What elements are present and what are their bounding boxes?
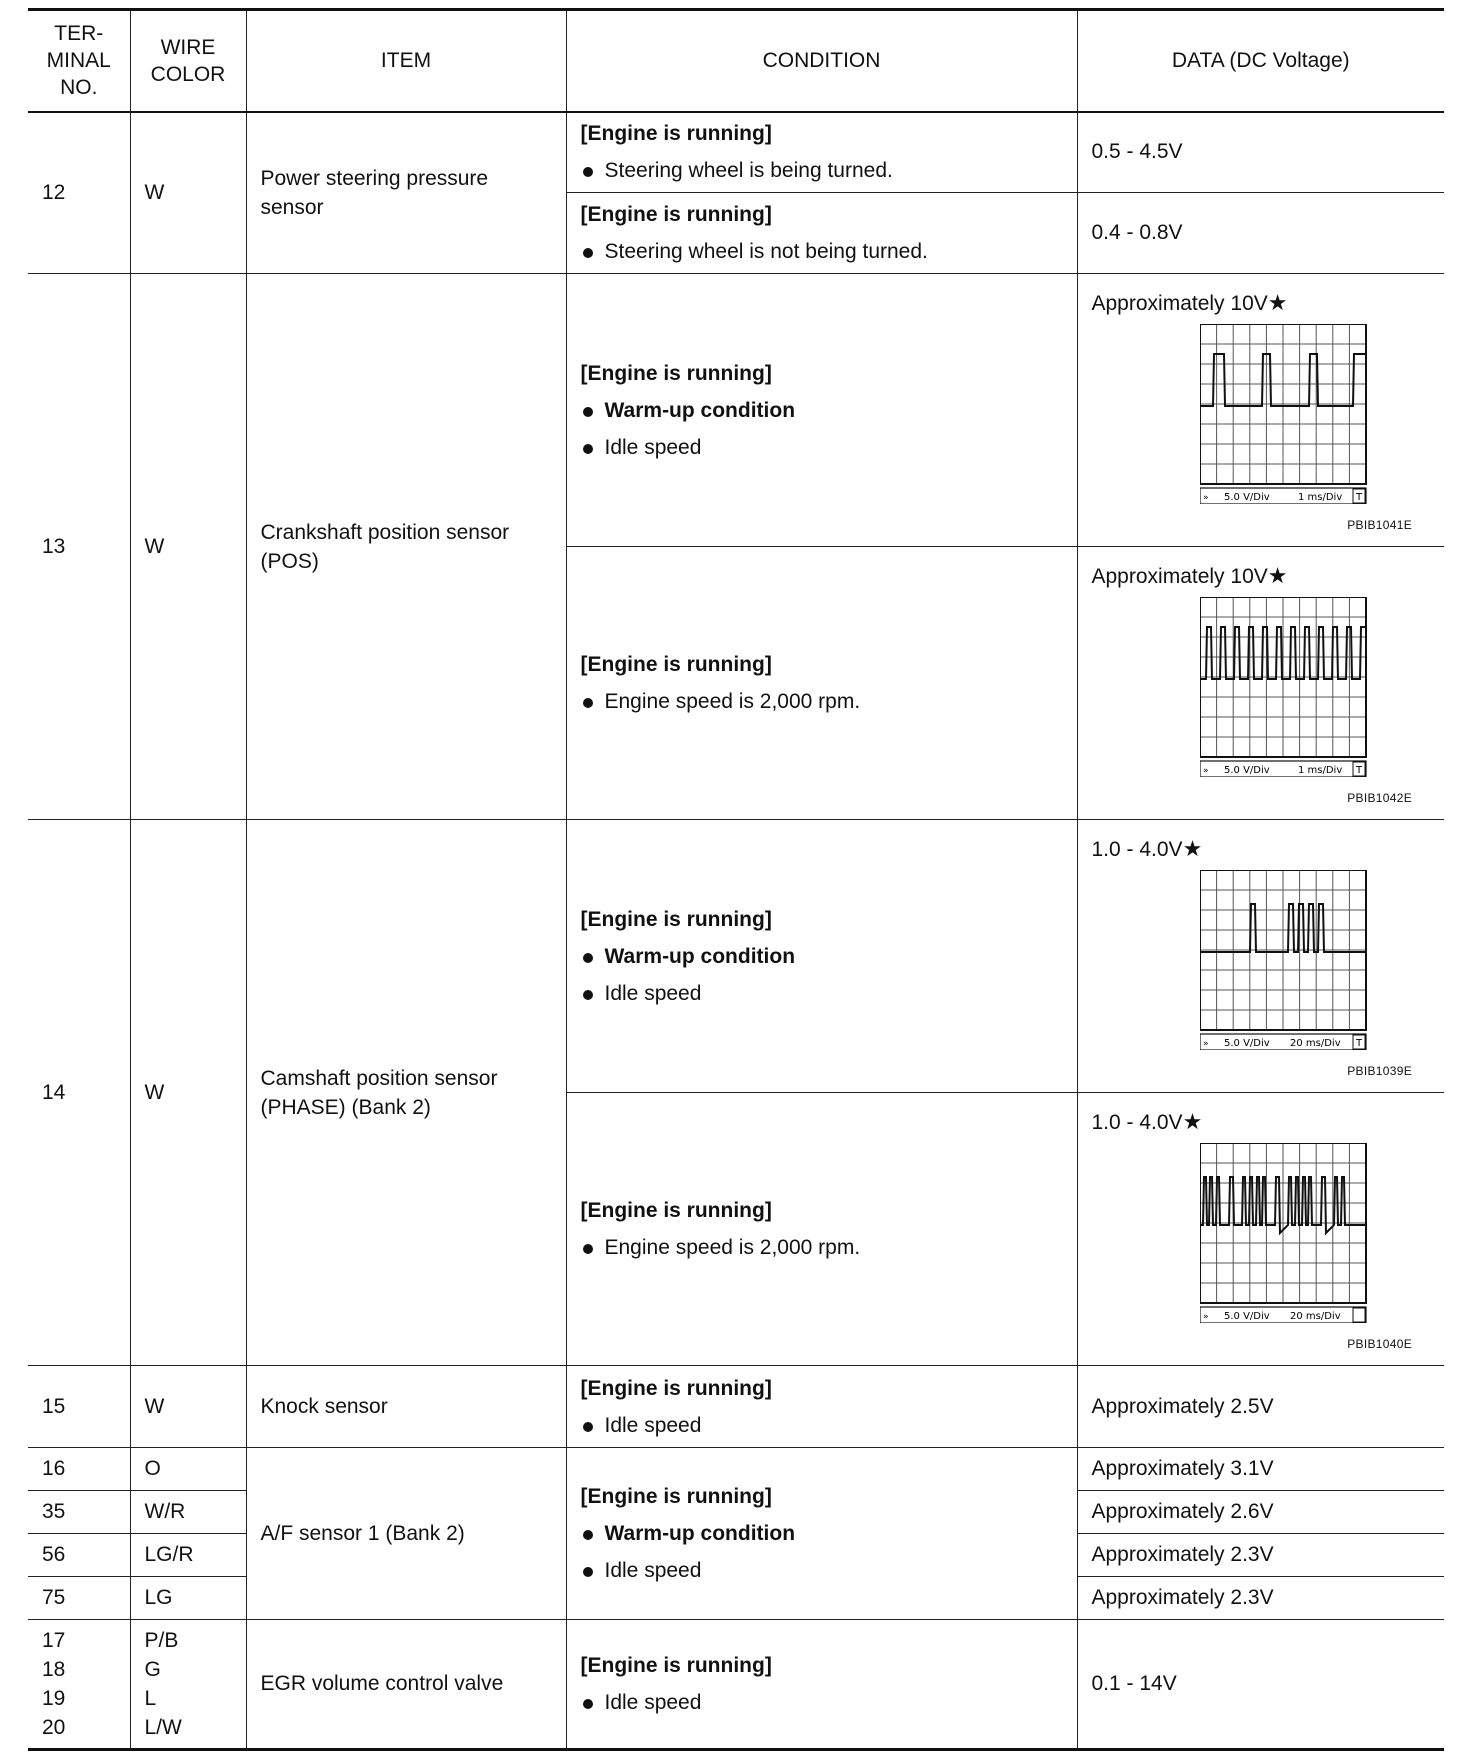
table-header-row bbox=[28, 10, 1444, 112]
svg-text:20 ms/Div: 20 ms/Div bbox=[1289, 1037, 1341, 1049]
header-item: ITEM bbox=[246, 10, 566, 112]
header-data: DATA (DC Voltage) bbox=[1077, 10, 1444, 112]
item-name: Crankshaft position sensor (POS) bbox=[246, 274, 566, 820]
wire-color: LG/R bbox=[130, 1534, 246, 1577]
table-row bbox=[28, 820, 1444, 1093]
star-icon: ★ bbox=[1182, 835, 1203, 861]
condition: [Engine is running] Warm-up condition Idle speed bbox=[566, 274, 1077, 547]
svg-text:T: T bbox=[1355, 491, 1362, 503]
condition: [Engine is running] Engine speed is 2,000 rpm. bbox=[566, 1093, 1077, 1366]
svg-text:T: T bbox=[1355, 764, 1362, 776]
header-terminal: TER- MINAL NO. bbox=[28, 10, 130, 112]
star-icon: ★ bbox=[1182, 1108, 1203, 1134]
condition: [Engine is running] Idle speed bbox=[566, 1620, 1077, 1750]
data-value: Approximately 3.1V bbox=[1077, 1448, 1444, 1491]
wire-color: LG bbox=[130, 1577, 246, 1620]
wire-color: W bbox=[130, 1366, 246, 1448]
svg-text:1 ms/Div: 1 ms/Div bbox=[1297, 491, 1342, 503]
item-name: Power steering pressure sensor bbox=[246, 112, 566, 274]
ecm-terminal-table bbox=[28, 8, 1444, 1751]
data-value: Approximately 2.5V bbox=[1077, 1366, 1444, 1448]
data-value: 0.5 - 4.5V bbox=[1077, 112, 1444, 193]
header-condition: CONDITION bbox=[566, 10, 1077, 112]
star-icon: ★ bbox=[1267, 562, 1288, 588]
wire-color: W/R bbox=[130, 1491, 246, 1534]
figure-code: PBIB1040E bbox=[1347, 1336, 1412, 1351]
condition: [Engine is running] Steering wheel is not being turned. bbox=[566, 193, 1077, 274]
data-value: Approximately 2.3V bbox=[1077, 1534, 1444, 1577]
terminal-no: 15 bbox=[28, 1366, 130, 1448]
table-row bbox=[28, 274, 1444, 547]
wire-color: W bbox=[130, 274, 246, 820]
terminal-no: 35 bbox=[28, 1491, 130, 1534]
item-name: A/F sensor 1 (Bank 2) bbox=[246, 1448, 566, 1620]
header-wire-color: WIRE COLOR bbox=[130, 10, 246, 112]
table-row bbox=[28, 1366, 1444, 1448]
figure-code: PBIB1039E bbox=[1347, 1063, 1412, 1078]
item-name: Camshaft position sensor (PHASE) (Bank 2) bbox=[246, 820, 566, 1366]
data-value: Approximately 2.6V bbox=[1077, 1491, 1444, 1534]
condition: [Engine is running] Warm-up condition Idle speed bbox=[566, 820, 1077, 1093]
wire-color: O bbox=[130, 1448, 246, 1491]
svg-text:5.0 V/Div: 5.0 V/Div bbox=[1223, 764, 1270, 776]
terminal-no: 14 bbox=[28, 820, 130, 1366]
condition: [Engine is running] Warm-up condition Idle speed bbox=[566, 1448, 1077, 1620]
wire-color-list: P/B G L L/W bbox=[130, 1620, 246, 1750]
star-icon: ★ bbox=[1267, 289, 1288, 315]
svg-text:»: » bbox=[1202, 1038, 1209, 1049]
table-row bbox=[28, 1448, 1444, 1491]
svg-text:»: » bbox=[1202, 492, 1209, 503]
svg-text:»: » bbox=[1202, 765, 1209, 776]
figure-code: PBIB1041E bbox=[1347, 517, 1412, 532]
svg-text:T: T bbox=[1355, 1037, 1362, 1049]
condition: [Engine is running] Steering wheel is being turned. bbox=[566, 112, 1077, 193]
wire-color: W bbox=[130, 112, 246, 274]
terminal-no: 75 bbox=[28, 1577, 130, 1620]
svg-text:»: » bbox=[1202, 1311, 1209, 1322]
item-name: EGR volume control valve bbox=[246, 1620, 566, 1750]
terminal-no: 13 bbox=[28, 274, 130, 820]
oscilloscope-waveform bbox=[1200, 870, 1370, 1050]
data-value: 0.4 - 0.8V bbox=[1077, 193, 1444, 274]
condition: [Engine is running] Idle speed bbox=[566, 1366, 1077, 1448]
data-value-waveform: 1.0 - 4.0V★ » 5.0 V/Div 20 ms/Div T PBIB1039E bbox=[1077, 820, 1444, 1093]
data-value-waveform: Approximately 10V★ » 5.0 V/Div 1 ms/Div T PBIB1042E bbox=[1077, 547, 1444, 820]
terminal-no: 12 bbox=[28, 112, 130, 274]
svg-text:20 ms/Div: 20 ms/Div bbox=[1289, 1310, 1341, 1322]
svg-text:5.0 V/Div: 5.0 V/Div bbox=[1223, 1310, 1270, 1322]
oscilloscope-waveform bbox=[1200, 597, 1370, 777]
figure-code: PBIB1042E bbox=[1347, 790, 1412, 805]
svg-text:1 ms/Div: 1 ms/Div bbox=[1297, 764, 1342, 776]
data-value-waveform: 1.0 - 4.0V★ » 5.0 V/Div 20 ms/Div PBIB1040E bbox=[1077, 1093, 1444, 1366]
oscilloscope-waveform bbox=[1200, 1143, 1370, 1323]
oscilloscope-waveform bbox=[1200, 324, 1370, 504]
table-row bbox=[28, 1620, 1444, 1750]
svg-text:5.0 V/Div: 5.0 V/Div bbox=[1223, 491, 1270, 503]
table-row bbox=[28, 112, 1444, 193]
condition: [Engine is running] Engine speed is 2,000 rpm. bbox=[566, 547, 1077, 820]
item-name: Knock sensor bbox=[246, 1366, 566, 1448]
terminal-no: 16 bbox=[28, 1448, 130, 1491]
terminal-no-list: 17 18 19 20 bbox=[28, 1620, 130, 1750]
terminal-no: 56 bbox=[28, 1534, 130, 1577]
data-value-waveform: Approximately 10V★ » 5.0 V/Div 1 ms/Div T PBIB1041E bbox=[1077, 274, 1444, 547]
svg-text:5.0 V/Div: 5.0 V/Div bbox=[1223, 1037, 1270, 1049]
data-value: 0.1 - 14V bbox=[1077, 1620, 1444, 1750]
wire-color: W bbox=[130, 820, 246, 1366]
data-value: Approximately 2.3V bbox=[1077, 1577, 1444, 1620]
